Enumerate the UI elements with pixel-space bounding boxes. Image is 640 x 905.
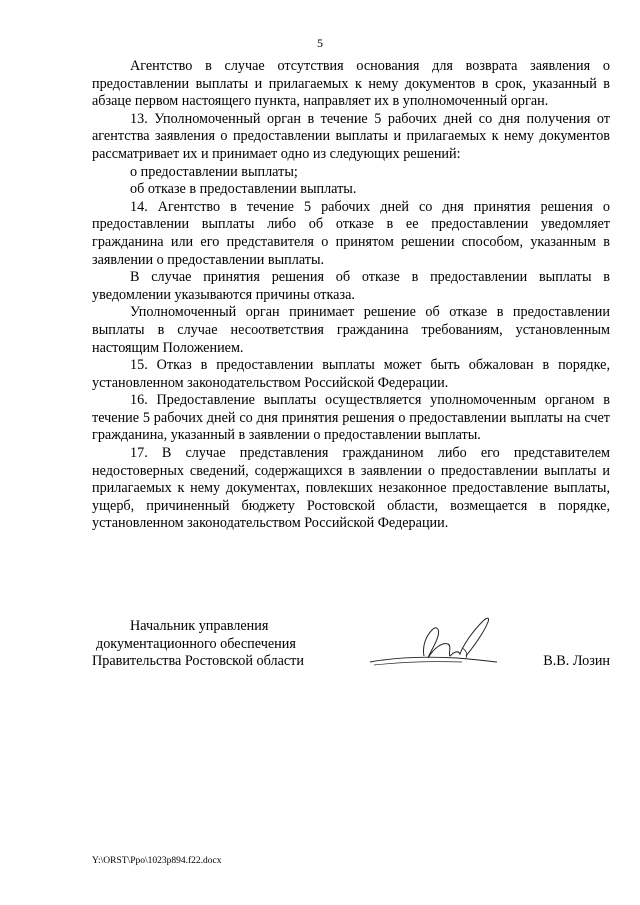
document-body bbox=[92, 58, 610, 533]
paragraph-13: 13. Уполномоченный орган в течение 5 рабочих дней со дня получения от агентства заявления о предоставлении выплаты и прилагаемых к нему документов рассматривает их и принимает одно из следующих решений: bbox=[92, 110, 610, 162]
paragraph-agency-return: Агентство в случае отсутствия основания для возврата заявления о предоставлении выплаты и прилагаемых к нему документов в срок, указанный в абзаце первом настоящего пункта, направляет их в уполномоченный орган. bbox=[92, 58, 610, 110]
signatory-title bbox=[92, 618, 304, 671]
signature-block bbox=[92, 618, 610, 678]
signatory-name: В.В. Лозин bbox=[543, 653, 610, 669]
signatory-title-line-1: Начальник управления bbox=[130, 618, 269, 634]
paragraph-decision-grant: о предоставлении выплаты; bbox=[130, 163, 298, 180]
paragraph-16: 16. Предоставление выплаты осуществляется уполномоченным органом в течение 5 рабочих дней со дня принятия решения о предоставлении выплаты на счет гражданина, указанный в заявлении о предоставлении выплаты. bbox=[92, 392, 610, 444]
footer-file-path: Y:\ORST\Ppo\1023p894.f22.docx bbox=[92, 856, 222, 866]
paragraph-decision-refuse: об отказе в предоставлении выплаты. bbox=[130, 181, 357, 198]
page-number: 5 bbox=[317, 36, 323, 50]
paragraph-refusal-reasons: В случае принятия решения об отказе в предоставлении выплаты в уведомлении указываются причины отказа. bbox=[92, 269, 610, 303]
handwritten-signature-icon bbox=[362, 612, 502, 672]
paragraph-17: 17. В случае представления гражданином либо его представителем недостоверных сведений, содержащихся в заявлении о предоставлении выплаты и прилагаемых к нему документах, повлекших незаконное предоставление выплаты, ущерб, причиненный бюджету Ростовской области, возмещается в порядке, установленном законодательством Российской Федерации. bbox=[92, 445, 610, 532]
signatory-title-line-2: документационного обеспечения bbox=[96, 635, 296, 652]
signatory-title-line-3: Правительства Ростовской области bbox=[92, 653, 304, 670]
paragraph-refusal-grounds: Уполномоченный орган принимает решение об отказе в предоставлении выплаты в случае несоответствия гражданина требованиям, установленным настоящим Положением. bbox=[92, 304, 610, 356]
paragraph-14: 14. Агентство в течение 5 рабочих дней со дня принятия решения о предоставлении выплаты либо об отказе в ее предоставлении уведомляет гражданина или его представителя о принятом решении способом, указанным в заявлении о предоставлении выплаты. bbox=[92, 198, 610, 268]
paragraph-15: 15. Отказ в предоставлении выплаты может быть обжалован в порядке, установленном законодательством Российской Федерации. bbox=[92, 357, 610, 391]
